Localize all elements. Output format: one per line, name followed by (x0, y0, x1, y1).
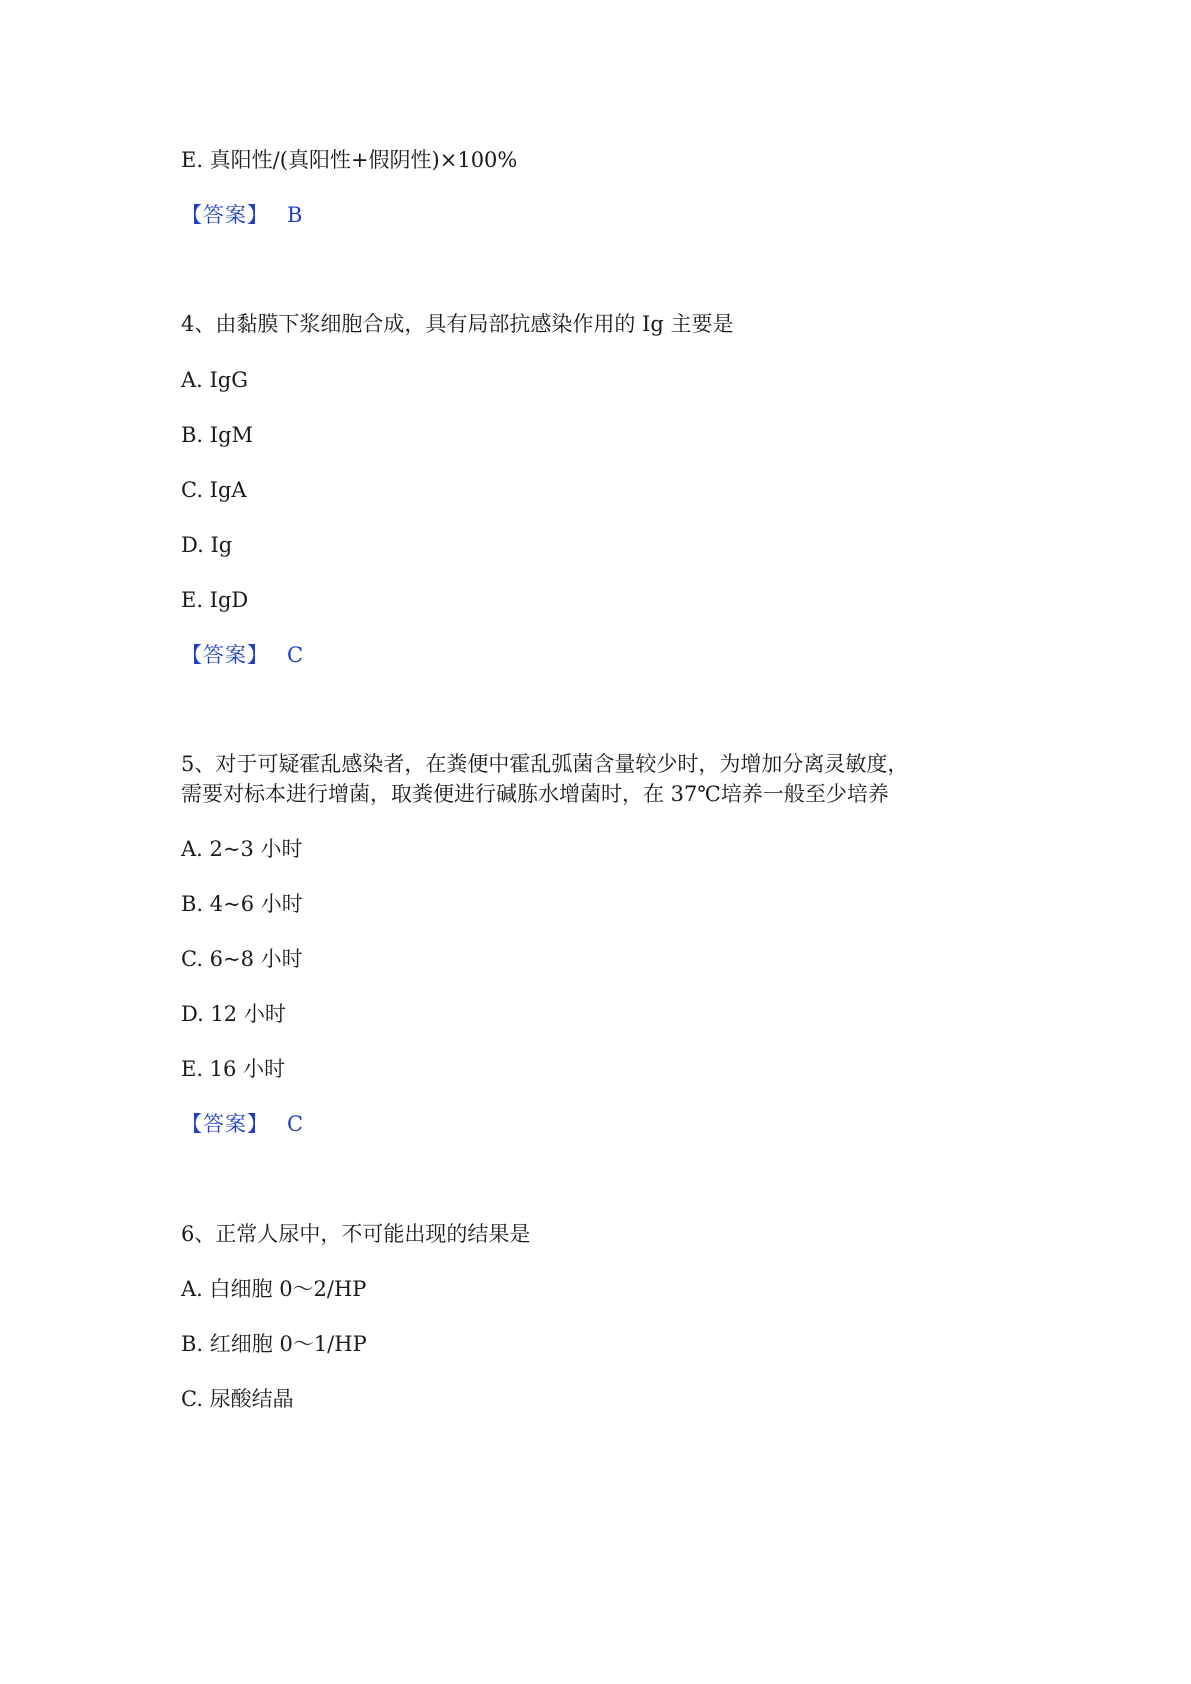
q5-question-line1: 5、对于可疑霍乱感染者，在粪便中霍乱弧菌含量较少时，为增加分离灵敏度， (181, 752, 909, 776)
q4-option-c: C. IgA (181, 478, 247, 502)
q6-option-c: C. 尿酸结晶 (181, 1387, 294, 1411)
q4-answer-value: C (287, 643, 304, 667)
q4-option-a: A. IgG (181, 368, 249, 392)
q5-option-a: A. 2~3 小时 (181, 837, 303, 861)
q5-option-e: E. 16 小时 (181, 1057, 286, 1081)
q3-option-e: E. 真阳性/(真阳性+假阴性)×100% (181, 148, 518, 172)
q5-answer-value: C (287, 1112, 304, 1136)
q5-question-line2: 需要对标本进行增菌，取粪便进行碱胨水增菌时，在 37℃培养一般至少培养 (181, 782, 889, 806)
q4-question: 4、由黏膜下浆细胞合成，具有局部抗感染作用的 Ig 主要是 (181, 312, 734, 336)
q5-answer-label: 【答案】 (181, 1112, 269, 1136)
q5-option-c: C. 6~8 小时 (181, 947, 303, 971)
q5-answer (181, 1110, 303, 1138)
q6-option-b: B. 红细胞 0～1/HP (181, 1332, 367, 1356)
q5-option-b: B. 4~6 小时 (181, 892, 303, 916)
q4-option-e: E. IgD (181, 588, 249, 612)
q3-answer-label: 【答案】 (181, 203, 269, 227)
q4-option-d: D. Ig (181, 533, 233, 557)
q4-option-b: B. IgM (181, 423, 254, 447)
q4-answer (181, 641, 303, 669)
q3-answer (181, 201, 302, 229)
q3-answer-value: B (287, 203, 303, 227)
q6-option-a: A. 白细胞 0～2/HP (181, 1277, 367, 1301)
q6-question: 6、正常人尿中，不可能出现的结果是 (181, 1222, 531, 1246)
q4-answer-label: 【答案】 (181, 643, 269, 667)
q5-option-d: D. 12 小时 (181, 1002, 286, 1026)
